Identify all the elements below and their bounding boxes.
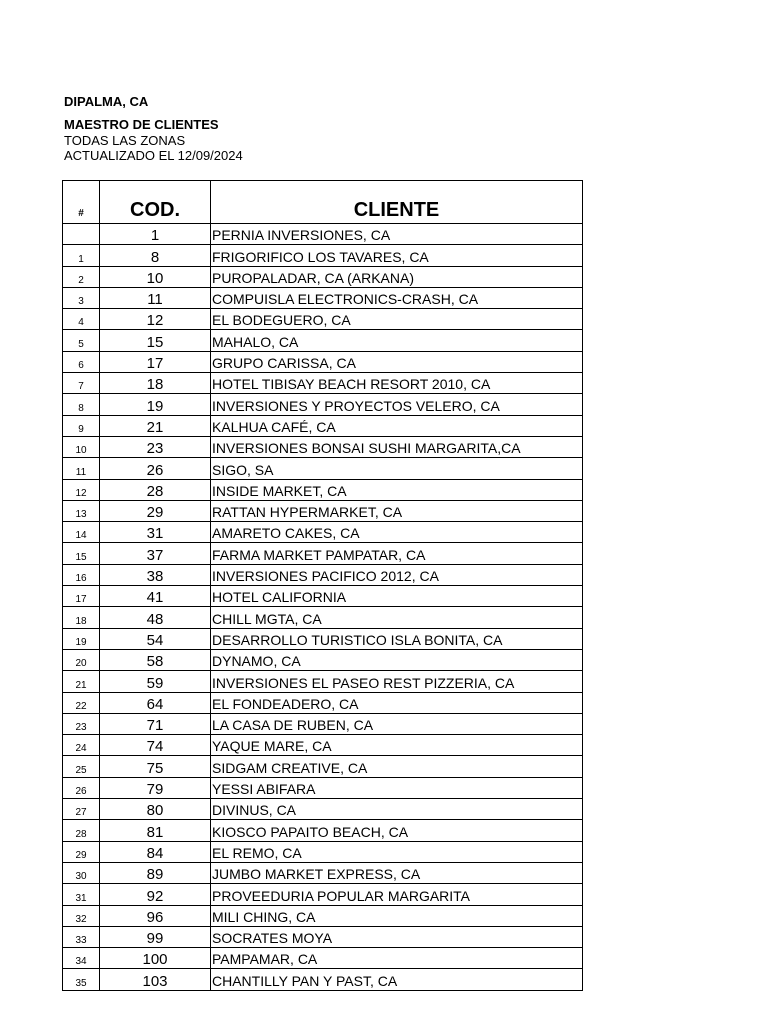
client-code: 21 bbox=[100, 415, 211, 436]
client-name: YESSI ABIFARA bbox=[211, 777, 583, 798]
table-row bbox=[63, 436, 583, 457]
table-row bbox=[63, 713, 583, 734]
client-name: KIOSCO PAPAITO BEACH, CA bbox=[211, 820, 583, 841]
table-row bbox=[63, 287, 583, 308]
client-code: 92 bbox=[100, 884, 211, 905]
row-number: 17 bbox=[63, 586, 100, 607]
client-code: 75 bbox=[100, 756, 211, 777]
row-number: 33 bbox=[63, 926, 100, 947]
row-number: 1 bbox=[63, 245, 100, 266]
row-number: 15 bbox=[63, 543, 100, 564]
table-row bbox=[63, 415, 583, 436]
table-row bbox=[63, 884, 583, 905]
table-row bbox=[63, 351, 583, 372]
table-row bbox=[63, 373, 583, 394]
table-row bbox=[63, 266, 583, 287]
client-name: SOCRATES MOYA bbox=[211, 926, 583, 947]
client-name: YAQUE MARE, CA bbox=[211, 735, 583, 756]
row-number: 3 bbox=[63, 287, 100, 308]
row-number: 5 bbox=[63, 330, 100, 351]
row-number: 20 bbox=[63, 649, 100, 670]
row-number: 31 bbox=[63, 884, 100, 905]
row-number: 22 bbox=[63, 692, 100, 713]
client-code: 84 bbox=[100, 841, 211, 862]
table-row bbox=[63, 820, 583, 841]
client-name: KALHUA CAFÉ, CA bbox=[211, 415, 583, 436]
client-name: JUMBO MARKET EXPRESS, CA bbox=[211, 862, 583, 883]
zone-label: TODAS LAS ZONAS bbox=[64, 133, 186, 148]
client-name: EL REMO, CA bbox=[211, 841, 583, 862]
client-name: INSIDE MARKET, CA bbox=[211, 479, 583, 500]
client-code: 103 bbox=[100, 969, 211, 990]
document-header bbox=[64, 94, 464, 163]
row-number: 8 bbox=[63, 394, 100, 415]
client-name: PUROPALADAR, CA (ARKANA) bbox=[211, 266, 583, 287]
updated-date: ACTUALIZADO EL 12/09/2024 bbox=[64, 148, 243, 163]
table-header-row bbox=[63, 181, 583, 224]
table-row bbox=[63, 948, 583, 969]
row-number: 2 bbox=[63, 266, 100, 287]
client-code: 38 bbox=[100, 564, 211, 585]
row-number: 21 bbox=[63, 671, 100, 692]
client-name: EL BODEGUERO, CA bbox=[211, 309, 583, 330]
clients-table bbox=[62, 180, 583, 991]
row-number: 28 bbox=[63, 820, 100, 841]
row-number: 10 bbox=[63, 436, 100, 457]
report-title: MAESTRO DE CLIENTES bbox=[64, 117, 219, 132]
company-name: DIPALMA, CA bbox=[64, 94, 149, 109]
client-name: FARMA MARKET PAMPATAR, CA bbox=[211, 543, 583, 564]
row-number: 34 bbox=[63, 948, 100, 969]
table-row bbox=[63, 564, 583, 585]
table-row bbox=[63, 330, 583, 351]
client-name: INVERSIONES Y PROYECTOS VELERO, CA bbox=[211, 394, 583, 415]
table-row bbox=[63, 905, 583, 926]
row-number: 19 bbox=[63, 628, 100, 649]
table-row bbox=[63, 777, 583, 798]
row-number: 25 bbox=[63, 756, 100, 777]
column-header-number: # bbox=[63, 181, 100, 224]
client-code: 23 bbox=[100, 436, 211, 457]
table-row bbox=[63, 479, 583, 500]
row-number: 4 bbox=[63, 309, 100, 330]
table-row bbox=[63, 671, 583, 692]
client-code: 11 bbox=[100, 287, 211, 308]
client-code: 29 bbox=[100, 500, 211, 521]
client-name: DESARROLLO TURISTICO ISLA BONITA, CA bbox=[211, 628, 583, 649]
table-row bbox=[63, 926, 583, 947]
table-row bbox=[63, 862, 583, 883]
table-row bbox=[63, 543, 583, 564]
table-row bbox=[63, 522, 583, 543]
client-code: 64 bbox=[100, 692, 211, 713]
row-number: 26 bbox=[63, 777, 100, 798]
client-code: 89 bbox=[100, 862, 211, 883]
client-code: 41 bbox=[100, 586, 211, 607]
client-code: 19 bbox=[100, 394, 211, 415]
client-code: 79 bbox=[100, 777, 211, 798]
row-number: 13 bbox=[63, 500, 100, 521]
client-code: 17 bbox=[100, 351, 211, 372]
row-number: 23 bbox=[63, 713, 100, 734]
client-code: 74 bbox=[100, 735, 211, 756]
client-name: MAHALO, CA bbox=[211, 330, 583, 351]
client-code: 8 bbox=[100, 245, 211, 266]
client-code: 100 bbox=[100, 948, 211, 969]
client-name: SIDGAM CREATIVE, CA bbox=[211, 756, 583, 777]
table-row bbox=[63, 649, 583, 670]
client-name: INVERSIONES BONSAI SUSHI MARGARITA,CA bbox=[211, 436, 583, 457]
table-row bbox=[63, 586, 583, 607]
client-code: 28 bbox=[100, 479, 211, 500]
table-row bbox=[63, 799, 583, 820]
row-number: 6 bbox=[63, 351, 100, 372]
client-code: 12 bbox=[100, 309, 211, 330]
table-row bbox=[63, 394, 583, 415]
client-name: HOTEL TIBISAY BEACH RESORT 2010, CA bbox=[211, 373, 583, 394]
client-name: FRIGORIFICO LOS TAVARES, CA bbox=[211, 245, 583, 266]
table-row bbox=[63, 224, 583, 245]
client-name: PAMPAMAR, CA bbox=[211, 948, 583, 969]
client-name: DIVINUS, CA bbox=[211, 799, 583, 820]
client-name: MILI CHING, CA bbox=[211, 905, 583, 926]
client-name: PROVEEDURIA POPULAR MARGARITA bbox=[211, 884, 583, 905]
table-row bbox=[63, 628, 583, 649]
client-code: 59 bbox=[100, 671, 211, 692]
column-header-code: COD. bbox=[100, 181, 211, 224]
row-number: 35 bbox=[63, 969, 100, 990]
client-name: CHILL MGTA, CA bbox=[211, 607, 583, 628]
client-name: EL FONDEADERO, CA bbox=[211, 692, 583, 713]
client-name: LA CASA DE RUBEN, CA bbox=[211, 713, 583, 734]
row-number: 9 bbox=[63, 415, 100, 436]
table-row bbox=[63, 969, 583, 990]
table-row bbox=[63, 458, 583, 479]
client-name: AMARETO CAKES, CA bbox=[211, 522, 583, 543]
client-code: 99 bbox=[100, 926, 211, 947]
client-code: 26 bbox=[100, 458, 211, 479]
table-row bbox=[63, 245, 583, 266]
client-code: 31 bbox=[100, 522, 211, 543]
client-name: COMPUISLA ELECTRONICS-CRASH, CA bbox=[211, 287, 583, 308]
table-row bbox=[63, 841, 583, 862]
client-code: 54 bbox=[100, 628, 211, 649]
row-number: 7 bbox=[63, 373, 100, 394]
client-code: 15 bbox=[100, 330, 211, 351]
client-code: 80 bbox=[100, 799, 211, 820]
column-header-client: CLIENTE bbox=[211, 181, 583, 224]
row-number: 30 bbox=[63, 862, 100, 883]
client-name: RATTAN HYPERMARKET, CA bbox=[211, 500, 583, 521]
row-number: 27 bbox=[63, 799, 100, 820]
client-name: DYNAMO, CA bbox=[211, 649, 583, 670]
client-code: 37 bbox=[100, 543, 211, 564]
table-row bbox=[63, 309, 583, 330]
table-row bbox=[63, 735, 583, 756]
table-row bbox=[63, 692, 583, 713]
table-body bbox=[63, 224, 583, 991]
table-row bbox=[63, 500, 583, 521]
client-name: INVERSIONES EL PASEO REST PIZZERIA, CA bbox=[211, 671, 583, 692]
row-number: 29 bbox=[63, 841, 100, 862]
client-code: 48 bbox=[100, 607, 211, 628]
row-number: 14 bbox=[63, 522, 100, 543]
client-code: 10 bbox=[100, 266, 211, 287]
row-number: 18 bbox=[63, 607, 100, 628]
client-name: INVERSIONES PACIFICO 2012, CA bbox=[211, 564, 583, 585]
client-code: 1 bbox=[100, 224, 211, 245]
client-code: 71 bbox=[100, 713, 211, 734]
client-code: 96 bbox=[100, 905, 211, 926]
client-name: HOTEL CALIFORNIA bbox=[211, 586, 583, 607]
table-row bbox=[63, 756, 583, 777]
table-row bbox=[63, 607, 583, 628]
row-number bbox=[63, 224, 100, 245]
client-name: SIGO, SA bbox=[211, 458, 583, 479]
client-code: 58 bbox=[100, 649, 211, 670]
client-name: GRUPO CARISSA, CA bbox=[211, 351, 583, 372]
row-number: 32 bbox=[63, 905, 100, 926]
client-code: 18 bbox=[100, 373, 211, 394]
row-number: 24 bbox=[63, 735, 100, 756]
row-number: 16 bbox=[63, 564, 100, 585]
client-name: PERNIA INVERSIONES, CA bbox=[211, 224, 583, 245]
client-name: CHANTILLY PAN Y PAST, CA bbox=[211, 969, 583, 990]
row-number: 11 bbox=[63, 458, 100, 479]
client-code: 81 bbox=[100, 820, 211, 841]
row-number: 12 bbox=[63, 479, 100, 500]
